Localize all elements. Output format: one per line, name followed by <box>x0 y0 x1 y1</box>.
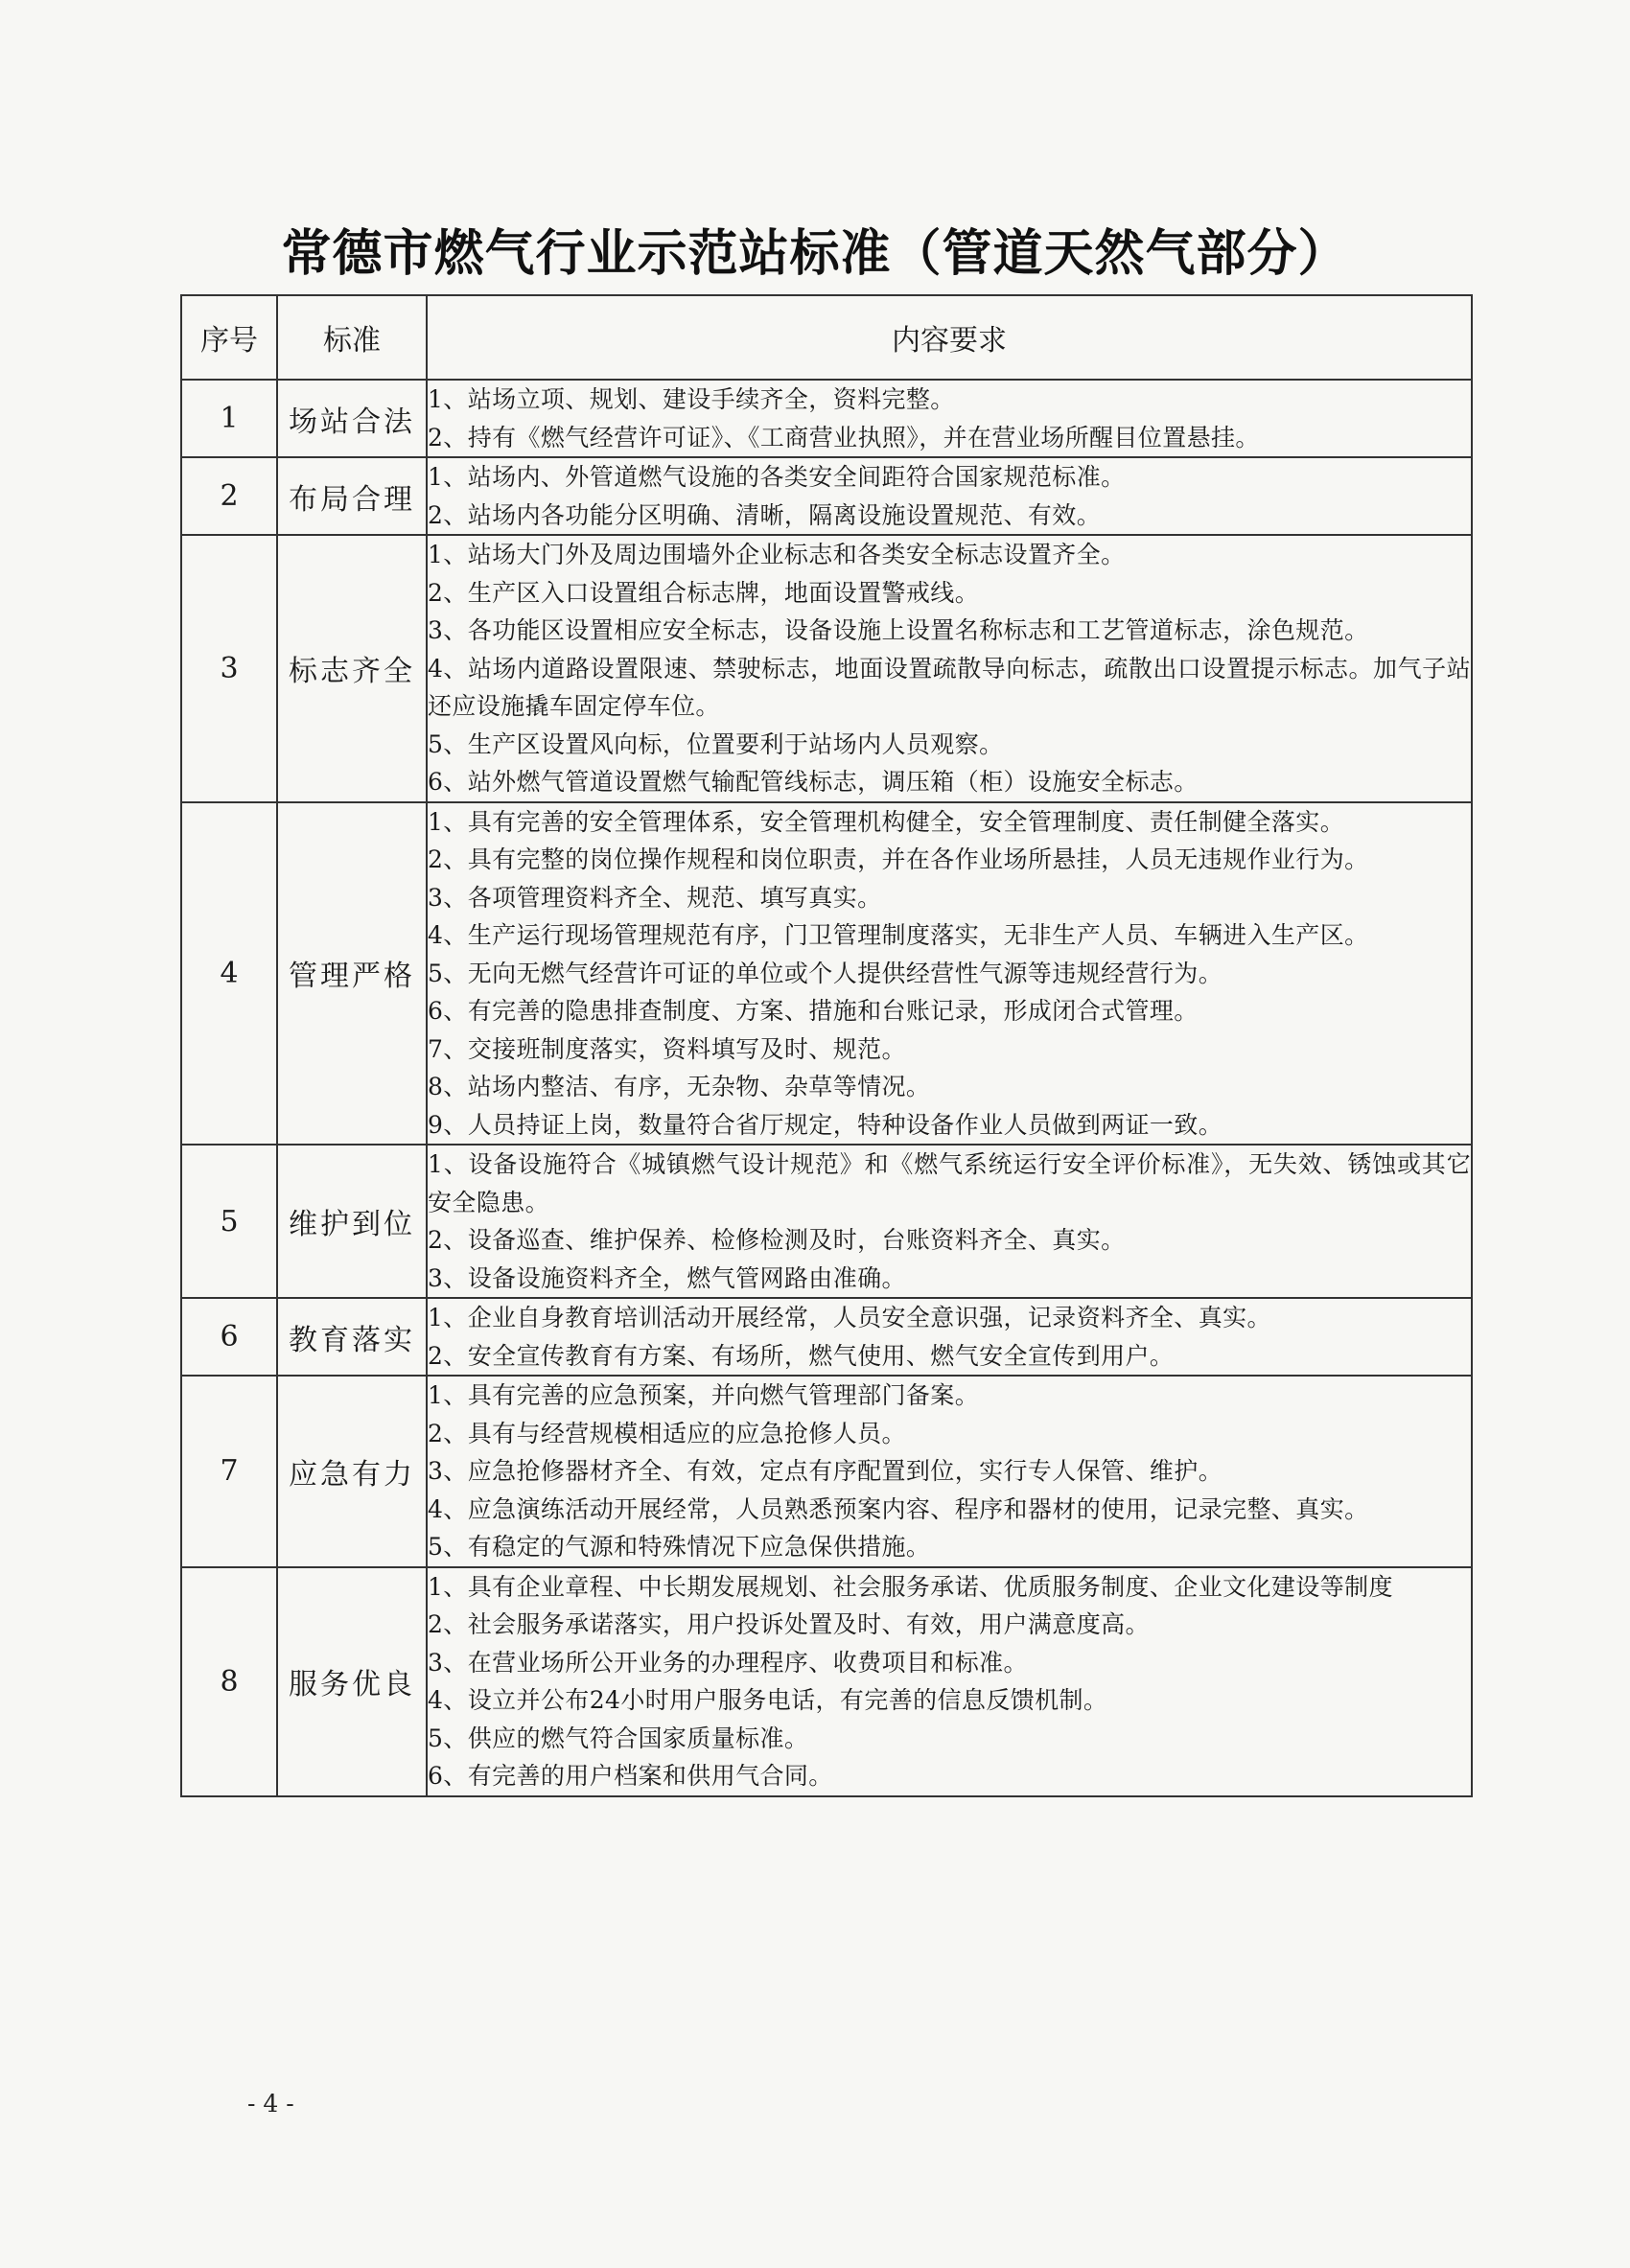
requirement-item: 3、设备设施资料齐全，燃气管网路由准确。 <box>428 1263 906 1292</box>
requirement-item: 3、各项管理资料齐全、规范、填写真实。 <box>428 883 882 912</box>
requirement-item: 2、持有《燃气经营许可证》、《工商营业执照》，并在营业场所醒目位置悬挂。 <box>428 423 1260 451</box>
requirements-cell <box>427 457 1472 535</box>
table-row <box>181 457 1472 535</box>
row-number: 4 <box>181 802 277 1146</box>
requirement-item: 2、设备巡查、维护保养、检修检测及时，台账资料齐全、真实。 <box>428 1226 1126 1254</box>
requirement-item: 1、设备设施符合《城镇燃气设计规范》和《燃气系统运行安全评价标准》，无失效、锈蚀或其它安全隐患。 <box>428 1150 1471 1216</box>
row-number: 5 <box>181 1145 277 1298</box>
requirement-item: 4、站场内道路设置限速、禁驶标志，地面设置疏散导向标志，疏散出口设置提示标志。加气子站还应设施撬车固定停车位。 <box>428 654 1471 720</box>
row-number: 2 <box>181 457 277 535</box>
requirement-item: 2、站场内各功能分区明确、清晰，隔离设施设置规范、有效。 <box>428 500 1102 529</box>
requirement-item: 2、安全宣传教育有方案、有场所，燃气使用、燃气安全宣传到用户。 <box>428 1341 1175 1370</box>
standard-name: 标志齐全 <box>277 535 427 802</box>
row-number: 1 <box>181 380 277 457</box>
requirement-item: 1、站场大门外及周边围墙外企业标志和各类安全标志设置齐全。 <box>428 541 1126 568</box>
requirement-item: 2、具有完整的岗位操作规程和岗位职责，并在各作业场所悬挂，人员无违规作业行为。 <box>428 845 1369 873</box>
requirement-item: 4、设立并公布24小时用户服务电话，有完善的信息反馈机制。 <box>428 1686 1108 1714</box>
row-number: 8 <box>181 1567 277 1796</box>
requirement-item: 3、在营业场所公开业务的办理程序、收费项目和标准。 <box>428 1648 1028 1677</box>
standard-name: 教育落实 <box>277 1298 427 1376</box>
table-row <box>181 380 1472 457</box>
requirement-item: 1、企业自身教育培训活动开展经常，人员安全意识强，记录资料齐全、真实。 <box>428 1304 1271 1331</box>
standard-name: 应急有力 <box>277 1376 427 1567</box>
table-body <box>181 380 1472 1796</box>
standard-name: 管理严格 <box>277 802 427 1146</box>
requirement-item: 4、生产运行现场管理规范有序，门卫管理制度落实，无非生产人员、车辆进入生产区。 <box>428 921 1369 949</box>
header-number: 序号 <box>181 295 277 380</box>
requirements-cell <box>427 802 1472 1146</box>
requirement-item: 1、具有完善的安全管理体系，安全管理机构健全，安全管理制度、责任制健全落实。 <box>428 807 1345 836</box>
requirement-item: 4、应急演练活动开展经常，人员熟悉预案内容、程序和器材的使用，记录完整、真实。 <box>428 1494 1369 1523</box>
requirement-item: 6、有完善的用户档案和供用气合同。 <box>428 1762 833 1790</box>
requirements-cell <box>427 1376 1472 1567</box>
table-header-row <box>181 295 1472 380</box>
requirement-item: 5、供应的燃气符合国家质量标准。 <box>428 1724 809 1752</box>
requirement-item: 9、人员持证上岗，数量符合省厅规定，特种设备作业人员做到两证一致。 <box>428 1110 1223 1139</box>
requirement-item: 8、站场内整洁、有序，无杂物、杂草等情况。 <box>428 1073 931 1100</box>
requirement-item: 5、有稳定的气源和特殊情况下应急保供措施。 <box>428 1533 931 1561</box>
requirement-item: 6、有完善的隐患排查制度、方案、措施和台账记录，形成闭合式管理。 <box>428 997 1199 1025</box>
standard-name: 服务优良 <box>277 1567 427 1796</box>
table-row <box>181 1298 1472 1376</box>
requirement-item: 5、生产区设置风向标，位置要利于站场内人员观察。 <box>428 729 1004 758</box>
requirement-item: 3、应急抢修器材齐全、有效，定点有序配置到位，实行专人保管、维护。 <box>428 1457 1223 1485</box>
row-number: 7 <box>181 1376 277 1567</box>
requirement-item: 6、站外燃气管道设置燃气输配管线标志，调压箱（柜）设施安全标志。 <box>428 768 1199 796</box>
requirement-item: 7、交接班制度落实，资料填写及时、规范。 <box>428 1034 906 1063</box>
table-row <box>181 1145 1472 1298</box>
requirement-item: 1、具有完善的应急预案，并向燃气管理部门备案。 <box>428 1381 980 1409</box>
header-requirements: 内容要求 <box>427 295 1472 380</box>
table-row <box>181 1567 1472 1796</box>
requirements-cell <box>427 535 1472 802</box>
table-row <box>181 535 1472 802</box>
requirements-cell <box>427 1567 1472 1796</box>
standard-name: 布局合理 <box>277 457 427 535</box>
row-number: 3 <box>181 535 277 802</box>
requirements-cell <box>427 380 1472 457</box>
requirements-cell <box>427 1298 1472 1376</box>
row-number: 6 <box>181 1298 277 1376</box>
requirement-item: 5、无向无燃气经营许可证的单位或个人提供经营性气源等违规经营行为。 <box>428 959 1223 987</box>
table-row <box>181 1376 1472 1567</box>
standard-name: 场站合法 <box>277 380 427 457</box>
requirement-item: 2、社会服务承诺落实，用户投诉处置及时、有效，用户满意度高。 <box>428 1610 1150 1638</box>
requirement-item: 3、各功能区设置相应安全标志，设备设施上设置名称标志和工艺管道标志，涂色规范。 <box>428 616 1369 644</box>
standards-table <box>180 294 1473 1797</box>
standard-name: 维护到位 <box>277 1145 427 1298</box>
document-title: 常德市燃气行业示范站标准（管道天然气部分） <box>281 225 1349 283</box>
requirement-item: 1、具有企业章程、中长期发展规划、社会服务承诺、优质服务制度、企业文化建设等制度 <box>428 1572 1393 1601</box>
requirements-cell <box>427 1145 1472 1298</box>
header-standard: 标准 <box>277 295 427 380</box>
page-number: - 4 - <box>247 2090 294 2118</box>
table-row <box>181 802 1472 1146</box>
requirement-item: 2、生产区入口设置组合标志牌，地面设置警戒线。 <box>428 578 980 607</box>
requirement-item: 2、具有与经营规模相适应的应急抢修人员。 <box>428 1419 906 1447</box>
requirement-item: 1、站场立项、规划、建设手续齐全，资料完整。 <box>428 385 955 413</box>
requirement-item: 1、站场内、外管道燃气设施的各类安全间距符合国家规范标准。 <box>428 463 1126 491</box>
